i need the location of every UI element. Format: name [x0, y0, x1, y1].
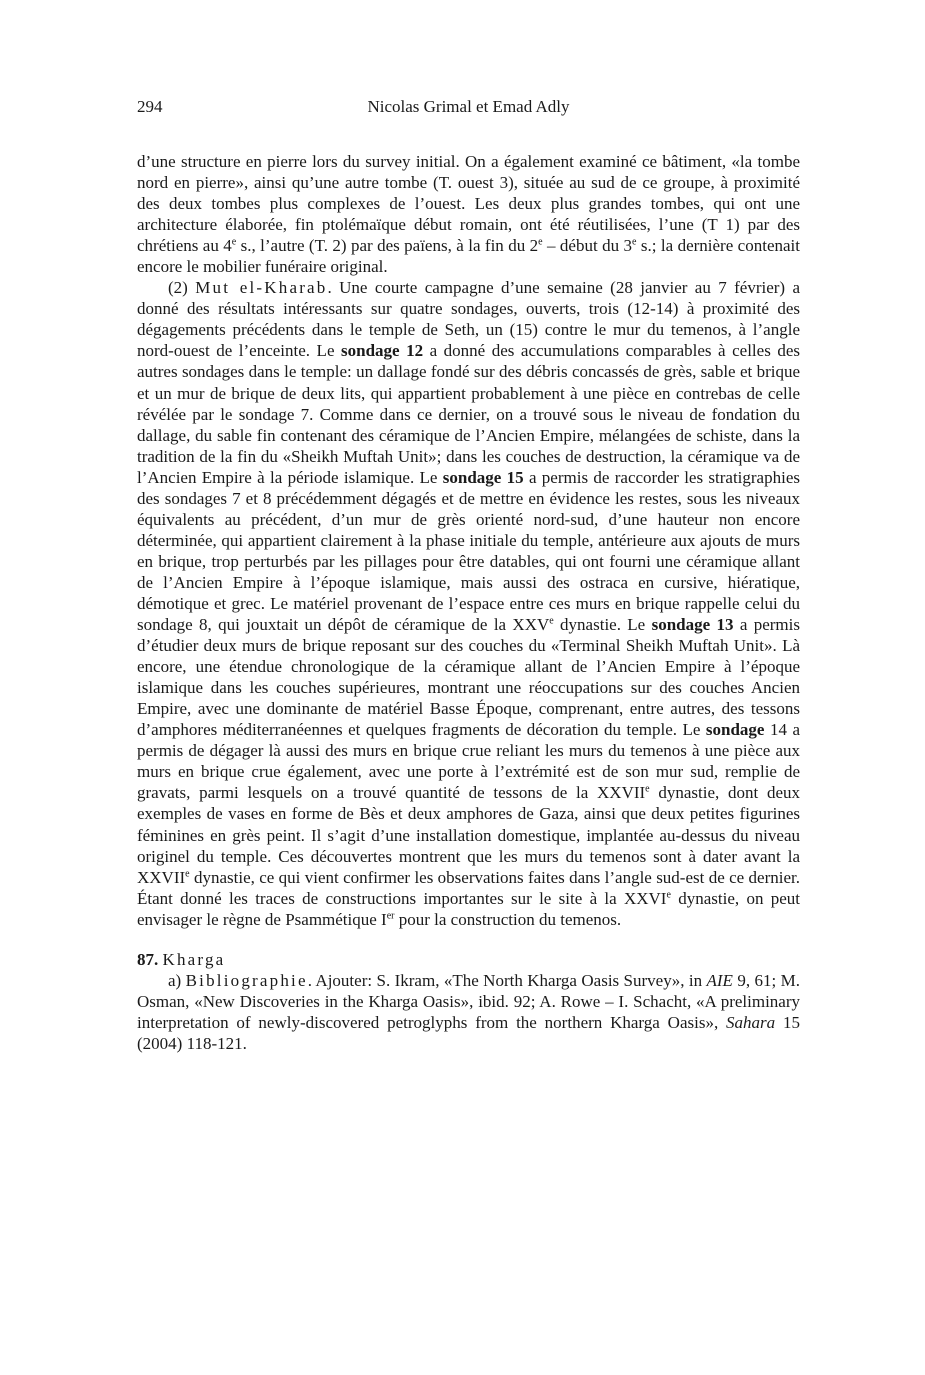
page-number: 294 [137, 97, 163, 116]
site-name: Mut el-Kharab [195, 278, 328, 298]
paragraph-continuation: d’une structure en pierre lors du survey initial. On a également examiné ce bâtiment, «la tombe nord en pierre», ainsi qu’une autre tombe (T. ouest 3), située au sud de ce groupe, à proximité des deux tombes plus complexes de l’ouest. Les deux plus grandes tombes, qui ont une architecture élaborée, fin ptolémaïque début romain, ont été réutilisées, l’une (T 1) par des chrétiens au 4e s., l’autre (T. 2) par des païens, à la fin du 2e – début du 3e s.; la dernière contenait encore le mobilier funéraire original. [137, 152, 800, 277]
sondage-label: sondage 15 [442, 467, 524, 487]
sondage-label: sondage 13 [651, 615, 734, 635]
section-title: Kharga [162, 949, 226, 969]
journal-title: Sahara [726, 1012, 776, 1032]
running-title: Nicolas Grimal et Emad Adly [367, 97, 570, 116]
paragraph-mut-el-kharab: (2) Mut el-Kharab. Une courte campagne d’une semaine (28 janvier au 7 février) a donné des résultats intéressants sur quatre sondages, ouverts, trois (12-14) à proximité des dégagements précédents dans le temple de Seth, un (15) contre le mur du temenos, à l’angle nord-ouest de l’enceinte. Le sondage 12 a donné des accumulations comparables à celles des autres sondages dans le temple: un dallage fondé sur des débris concassés de grès, sable et brique et un mur de brique de deux lits, qui appartient probablement à une pièce en contrebas de celle révélée par le sondage 7. Comme dans ce dernier, on a trouvé sous le niveau de fondation du dallage, du sable fin contenant des céramique de l’Ancien Empire, mélangées de schiste, dans la tradition de la fin du «Sheikh Muftah Unit»; dans les couches de destruction, la céramique va de l’Ancien Empire à la période islamique. Le sondage 15 a permis de raccorder les stratigraphies des sondages 7 et 8 précédemment dégagés et de mettre en évidence les restes, sous les niveaux équivalents au précédent, d’un mur de grès orienté nord-sud, d’une hauteur non encore déterminée, qui appartient clairement à la phase initiale du temple, antérieure aux ajouts de murs en brique, trop perturbés par les pillages pour être datables, qui ont fourni une céramique allant de l’Ancien Empire à l’époque islamique, mais aussi des ostraca en cursive, hiératique, démotique et grec. Le matériel provenant de l’espace entre ces murs en brique rappelle celui du sondage 8, qui jouxtait un dépôt de céramique de la XXVe dynastie. Le sondage 13 a permis d’étudier deux murs de brique reposant sur des couches du «Terminal Sheikh Muftah Unit». Là encore, une étendue chronologique de la céramique allant de l’Ancien Empire à l’époque islamique dans les couches supérieures, montrant une réoccupations sur des couches Ancien Empire, avec une dominante de matériel Basse Époque, comprenant, entre autres, des tessons d’amphores méditerranéennes et quelques fragments de décoration du temple. Le sondage 14 a permis de dégager là aussi des murs en brique crue reliant les murs du temenos à une pièce aux murs en brique crue également, avec une porte à l’extrémité est de son mur sud, remplie de gravats, parmi lesquels on a trouvé quantité de tessons de la XXVIIe dynastie, dont deux exemples de vases en forme de Bès et deux amphores de Gaza, ainsi que deux petites figurines féminines en grès peint. Il s’agit d’une installation domestique, implantée au-dessus du niveau originel du temple. Ces découvertes montrent que les murs du temenos sont à dater avant la XXVIIe dynastie, ce qui vient confirmer les observations faites dans l’angle sud-est de ce dernier. Étant donné les traces de constructions importantes sur le site à la XXVIe dynastie, on peut envisager le règne de Psammétique Ier pour la construction du temenos. [137, 278, 801, 929]
body-text [137, 151, 800, 1054]
journal-title: AIE [706, 970, 733, 990]
paragraph-bibliographie: a) Bibliographie. Ajouter: S. Ikram, «The North Kharga Oasis Survey», in AIE 9, 61; M. Osman, «New Discoveries in the Kharga Oasis», ibid. 92; A. Rowe – I. Schacht, «A preliminary interpretation of newly-discovered petroglyphs from the northern Kharga Oasis», Sahara 15 (2004) 118-121. [137, 970, 801, 1053]
sondage-label: sondage [705, 720, 765, 740]
section-number: 87. [137, 949, 159, 969]
bibliographie-label: Bibliographie [185, 970, 308, 990]
section-heading-kharga [137, 949, 800, 970]
page-header [137, 96, 800, 124]
sondage-label: sondage 12 [341, 341, 424, 361]
